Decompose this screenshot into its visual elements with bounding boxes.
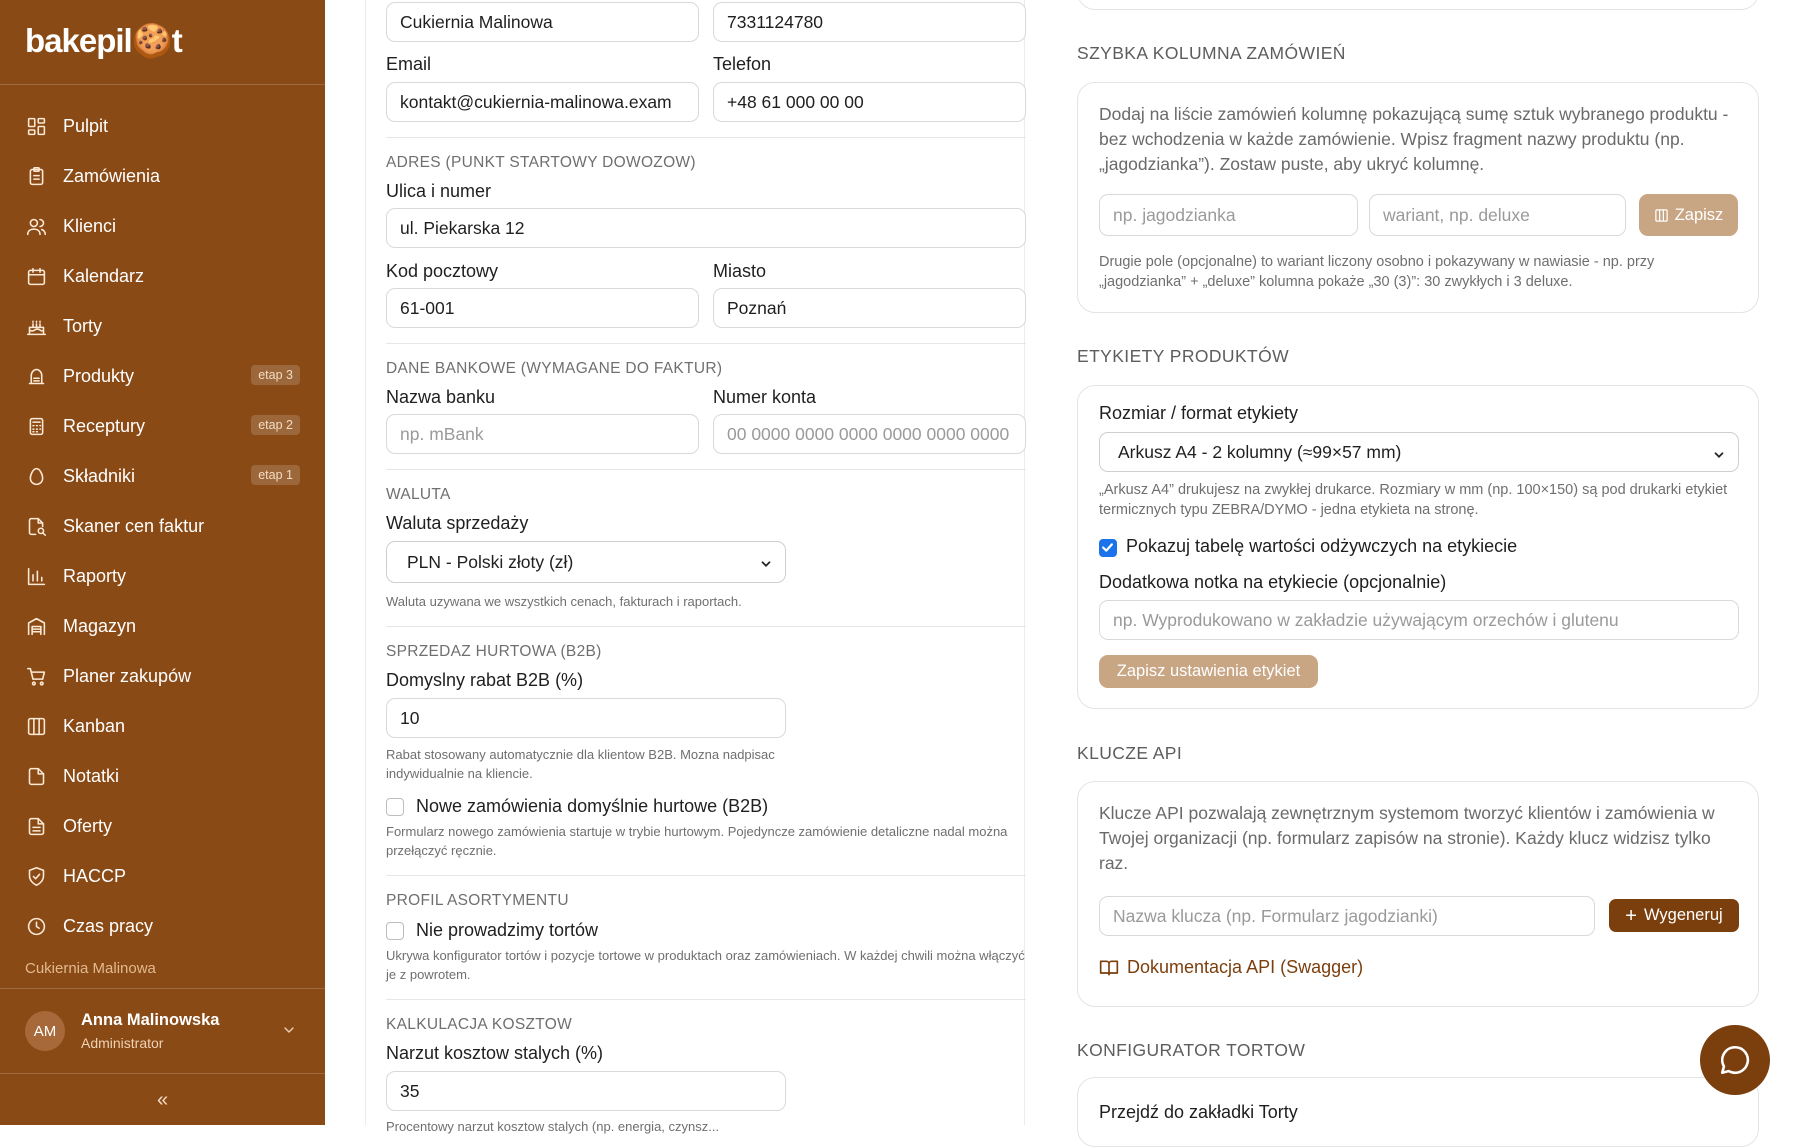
avatar: AM (25, 1011, 65, 1051)
book-icon (1099, 958, 1119, 978)
no-cakes-label: Nie prowadzimy tortów (416, 920, 599, 940)
shield-check-icon (25, 865, 47, 887)
document-icon (25, 815, 47, 837)
sidebar-item-magazyn[interactable] (0, 601, 325, 651)
quick-column-save-label: Zapisz (1674, 205, 1724, 224)
sidebar (0, 0, 325, 1125)
sidebar-item-oferty[interactable] (0, 801, 325, 851)
sidebar-item-label: Magazyn (63, 615, 137, 636)
api-keys-description: Klucze API pozwalają zewnętrznym systemom tworzyć klientów i zamówienia w Twojej organizacji (np. formularz zapisów na stronie). Każdy klucz widzisz tylko raz. (1099, 803, 1715, 873)
sidebar-item-label: Pulpit (63, 115, 109, 136)
label-size-hint: „Arkusz A4” drukujesz na zwykłej drukarce. Rozmiary w mm (np. 100×150) są pod drukarki etykiet termicznych typu ZEBRA/DYMO - jedna etykieta na stronę. (1099, 482, 1728, 518)
currency-section-title: WALUTA (386, 486, 451, 503)
sidebar-item-label: Kalendarz (63, 265, 145, 286)
sidebar-item-kalendarz[interactable] (0, 251, 325, 301)
currency-selected-value: PLN - Polski złoty (zł) (407, 551, 574, 572)
plus-icon: + (1625, 904, 1637, 927)
label-size-selected-value: Arkusz A4 - 2 kolumny (≈99×57 mm) (1118, 441, 1402, 462)
api-keys-card (1077, 781, 1759, 1007)
sidebar-item-label: Kanban (63, 715, 126, 736)
nip-input[interactable] (713, 2, 1026, 42)
account-number-label: Numer konta (713, 387, 817, 407)
sidebar-item-kanban[interactable] (0, 701, 325, 751)
sidebar-item-label: Klienci (63, 215, 117, 236)
generate-api-key-button[interactable] (1609, 899, 1739, 932)
kanban-icon (25, 715, 47, 737)
columns-icon (1654, 208, 1669, 223)
address-section-title: ADRES (PUNKT STARTOWY DOWOZOW) (386, 154, 696, 171)
sidebar-item-label: Składniki (63, 465, 136, 486)
sidebar-item-torty[interactable] (0, 301, 325, 351)
currency-label: Waluta sprzedaży (386, 513, 529, 533)
warehouse-icon (25, 615, 47, 637)
sidebar-nav (0, 85, 325, 951)
sidebar-item-label: Notatki (63, 765, 120, 786)
user-menu[interactable] (0, 988, 325, 1074)
sidebar-item-produkty[interactable] (0, 351, 325, 401)
sidebar-item-label: Produkty (63, 365, 135, 386)
assortment-section-title: PROFIL ASORTYMENTU (386, 892, 569, 909)
currency-select[interactable] (386, 541, 786, 583)
file-scan-icon (25, 515, 47, 537)
api-key-name-input[interactable] (1099, 896, 1595, 936)
sidebar-item-label: Receptury (63, 415, 146, 436)
divider (386, 137, 1026, 138)
previous-card (1077, 0, 1759, 10)
divider (386, 999, 1026, 1000)
chat-button[interactable] (1700, 1025, 1770, 1095)
nutrition-table-checkbox[interactable] (1099, 539, 1117, 557)
go-to-cakes-link[interactable]: Przejdź do zakładki Torty (1099, 1102, 1298, 1122)
cake-configurator-card[interactable] (1077, 1077, 1759, 1147)
sidebar-item-label: Zamówienia (63, 165, 161, 186)
company-name-input[interactable] (386, 2, 699, 42)
api-docs-label: Dokumentacja API (Swagger) (1127, 957, 1364, 977)
stage-badge: etap 2 (251, 415, 300, 435)
app-logo[interactable]: bakepil🍪t (25, 22, 182, 59)
postal-code-label: Kod pocztowy (386, 261, 499, 281)
b2b-default-hint: Formularz nowego zamówienia startuje w trybie hurtowym. Pojedyncze zamówienie detaliczne nadal można przełączyć ręcznie. (386, 824, 1008, 858)
chevron-down-icon (759, 555, 773, 576)
users-icon (25, 215, 47, 237)
email-label: Email (386, 54, 432, 74)
clipboard-icon (25, 165, 47, 187)
overhead-hint: Procentowy narzut kosztow stalych (np. energia, czynsz... (386, 1119, 720, 1134)
quick-column-product-input[interactable] (1099, 194, 1358, 236)
sidebar-item-raporty[interactable] (0, 551, 325, 601)
sidebar-item-label: Czas pracy (63, 915, 154, 936)
labels-card (1077, 385, 1759, 709)
overhead-input[interactable] (386, 1071, 786, 1111)
organization-settings-form (365, 0, 1025, 1134)
cake-configurator-section-title: KONFIGURATOR TORTOW (1077, 1040, 1306, 1060)
api-docs-link[interactable] (1099, 957, 1363, 978)
sidebar-item-skladniki[interactable] (0, 451, 325, 501)
sidebar-item-label: HACCP (63, 865, 127, 886)
quick-column-save-button[interactable] (1639, 194, 1738, 236)
b2b-discount-hint: Rabat stosowany automatycznie dla klientow B2B. Mozna nadpisac indywidualnie na kliencie. (386, 747, 775, 781)
stage-badge: etap 3 (251, 365, 300, 385)
city-input[interactable] (713, 288, 1026, 328)
quick-column-section-title: SZYBKA KOLUMNA ZAMÓWIEŃ (1077, 43, 1346, 63)
quick-column-hint: Drugie pole (opcjonalne) to wariant liczony osobno i pokazywany w nawiasie - np. przy „jagodzianka” + „deluxe” kolumna pokaże „30 (3)”: 30 zwykłych i 3 deluxe. (1099, 254, 1655, 290)
product-icon (25, 365, 47, 387)
b2b-discount-input[interactable] (386, 698, 786, 738)
city-label: Miasto (713, 261, 767, 281)
b2b-default-label: Nowe zamówienia domyślnie hurtowe (B2B) (416, 796, 769, 816)
sidebar-item-klienci[interactable] (0, 201, 325, 251)
quick-column-card (1077, 82, 1759, 313)
sidebar-item-label: Raporty (63, 565, 127, 586)
quick-column-variant-input[interactable] (1369, 194, 1626, 236)
egg-icon (25, 465, 47, 487)
label-size-label: Rozmiar / format etykiety (1099, 403, 1299, 423)
b2b-default-checkbox[interactable] (386, 798, 404, 816)
dashboard-icon (25, 115, 47, 137)
sidebar-item-skaner[interactable] (0, 501, 325, 551)
sidebar-item-label: Oferty (63, 815, 113, 836)
phone-label: Telefon (713, 54, 772, 74)
phone-field[interactable] (713, 82, 1026, 122)
chat-bubble-icon (1718, 1043, 1752, 1077)
b2b-section-title: SPRZEDAZ HURTOWA (B2B) (386, 643, 602, 660)
labels-section-title: ETYKIETY PRODUKTÓW (1077, 346, 1290, 366)
calendar-icon (25, 265, 47, 287)
cart-icon (25, 665, 47, 687)
email-field[interactable] (386, 82, 699, 122)
sidebar-item-notatki[interactable] (0, 751, 325, 801)
nutrition-table-label: Pokazuj tabelę wartości odżywczych na etykiecie (1126, 536, 1518, 556)
divider (386, 469, 1026, 470)
divider (386, 626, 1026, 627)
street-label: Ulica i numer (386, 181, 492, 201)
bank-name-input[interactable] (386, 414, 699, 454)
user-role: Administrator (81, 1035, 164, 1051)
no-cakes-checkbox[interactable] (386, 922, 404, 940)
bank-section-title: DANE BANKOWE (WYMAGANE DO FAKTUR) (386, 360, 723, 377)
label-size-select[interactable] (1099, 432, 1739, 472)
divider (386, 875, 1026, 876)
note-icon (25, 765, 47, 787)
no-cakes-hint: Ukrywa konfigurator tortów i pozycje tortowe w produktach oraz zamówieniach. W każdej chwili można włączyć je z powrotem. (386, 948, 1025, 982)
sidebar-item-haccp[interactable] (0, 851, 325, 901)
sidebar-item-receptury[interactable] (0, 401, 325, 451)
brand (0, 0, 325, 85)
generate-label: Wygeneruj (1643, 906, 1723, 924)
chevron-down-icon (281, 1022, 297, 1043)
sidebar-item-planer[interactable] (0, 651, 325, 701)
clock-icon (25, 915, 47, 937)
quick-column-description: Dodaj na liście zamówień kolumnę pokazującą sumę sztuk wybranego produktu - bez wchodzenia w każde zamówienie. Wpisz fragment nazwy produktu (np. „jagodzianka”). Zostaw puste, aby ukryć kolumnę. (1099, 104, 1729, 174)
stage-badge: etap 1 (251, 465, 300, 485)
currency-hint: Waluta uzywana we wszystkich cenach, fakturach i raportach. (386, 594, 742, 609)
user-info (81, 1011, 219, 1051)
b2b-discount-label: Domyslny rabat B2B (%) (386, 670, 584, 690)
label-note-label: Dodatkowa notka na etykiecie (opcjonalnie) (1099, 572, 1447, 592)
street-input[interactable] (386, 208, 1026, 248)
account-number-input[interactable] (713, 414, 1026, 454)
overhead-label: Narzut kosztow stalych (%) (386, 1043, 604, 1063)
bank-name-label: Nazwa banku (386, 387, 496, 407)
postal-code-input[interactable] (386, 288, 699, 328)
label-note-input[interactable] (1099, 600, 1739, 640)
api-keys-section-title: KLUCZE API (1077, 743, 1183, 763)
calculator-icon (25, 415, 47, 437)
sidebar-item-label: Planer zakupów (63, 665, 192, 686)
sidebar-item-label: Torty (63, 315, 103, 336)
sidebar-item-label: Skaner cen faktur (63, 515, 205, 536)
organization-name: Cukiernia Malinowa (25, 960, 156, 977)
collapse-sidebar-button[interactable]: « (156, 1088, 169, 1111)
chevron-down-icon (1712, 446, 1726, 467)
save-labels-button[interactable]: Zapisz ustawienia etykiet (1099, 655, 1318, 688)
sidebar-item-zamowienia[interactable] (0, 151, 325, 201)
sidebar-item-czas-pracy[interactable] (0, 901, 325, 951)
user-name: Anna Malinowska (81, 1011, 220, 1029)
divider (386, 343, 1026, 344)
settings-main (325, 0, 1800, 1134)
bar-chart-icon (25, 565, 47, 587)
sidebar-item-pulpit[interactable] (0, 101, 325, 151)
costs-section-title: KALKULACJA KOSZTOW (386, 1016, 572, 1033)
cake-icon (25, 315, 47, 337)
